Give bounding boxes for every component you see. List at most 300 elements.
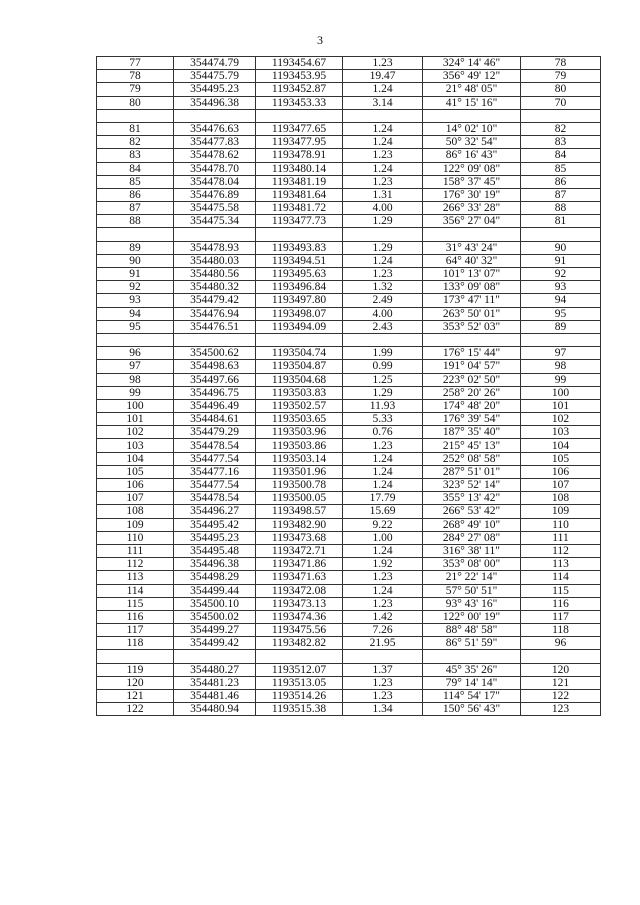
distance-cell: 4.00 [343, 202, 423, 215]
x-coordinate-cell: 354478.54 [174, 439, 256, 452]
x-coordinate-cell: 354495.42 [174, 518, 256, 531]
table-row [97, 373, 601, 386]
next-point-cell: 109 [521, 505, 601, 518]
x-coordinate-cell: 354476.94 [174, 307, 256, 320]
bearing-cell: 176° 30' 19" [423, 188, 521, 201]
bearing-cell: 31° 43' 24" [423, 241, 521, 254]
y-coordinate-cell: 1193471.63 [256, 571, 343, 584]
point-number-cell: 121 [97, 690, 174, 703]
bearing-cell: 86° 16' 43" [423, 149, 521, 162]
table-row [97, 426, 601, 439]
x-coordinate-cell: 354477.54 [174, 479, 256, 492]
point-number-cell: 97 [97, 360, 174, 373]
x-coordinate-cell: 354479.29 [174, 426, 256, 439]
table-row [97, 347, 601, 360]
group-separator-row [97, 109, 601, 122]
distance-cell: 9.22 [343, 518, 423, 531]
bearing-cell: 176° 39' 54" [423, 413, 521, 426]
next-point-cell: 94 [521, 294, 601, 307]
table-row [97, 531, 601, 544]
bearing-cell: 57° 50' 51" [423, 584, 521, 597]
next-point-cell: 91 [521, 254, 601, 267]
bearing-cell: 122° 00' 19" [423, 610, 521, 623]
next-point-cell: 85 [521, 162, 601, 175]
table-row [97, 96, 601, 109]
y-coordinate-cell: 1193481.64 [256, 188, 343, 201]
y-coordinate-cell: 1193477.95 [256, 136, 343, 149]
y-coordinate-cell: 1193474.36 [256, 610, 343, 623]
next-point-cell: 70 [521, 96, 601, 109]
x-coordinate-cell: 354477.16 [174, 465, 256, 478]
x-coordinate-cell: 354495.23 [174, 531, 256, 544]
table-row [97, 320, 601, 333]
distance-cell: 2.49 [343, 294, 423, 307]
next-point-cell: 116 [521, 597, 601, 610]
point-number-cell: 81 [97, 122, 174, 135]
distance-cell: 5.33 [343, 413, 423, 426]
y-coordinate-cell: 1193515.38 [256, 703, 343, 716]
point-number-cell: 87 [97, 202, 174, 215]
distance-cell: 2.43 [343, 320, 423, 333]
bearing-cell: 101° 13' 07" [423, 268, 521, 281]
table-row [97, 122, 601, 135]
point-number-cell: 88 [97, 215, 174, 228]
next-point-cell: 114 [521, 571, 601, 584]
table-row [97, 294, 601, 307]
x-coordinate-cell: 354480.27 [174, 663, 256, 676]
point-number-cell: 122 [97, 703, 174, 716]
y-coordinate-cell: 1193502.57 [256, 399, 343, 412]
distance-cell: 1.24 [343, 122, 423, 135]
distance-cell: 1.24 [343, 83, 423, 96]
bearing-cell: 353° 08' 00" [423, 558, 521, 571]
empty-cell [174, 228, 256, 241]
x-coordinate-cell: 354499.42 [174, 637, 256, 650]
x-coordinate-cell: 354480.03 [174, 254, 256, 267]
table-row [97, 188, 601, 201]
point-number-cell: 90 [97, 254, 174, 267]
bearing-cell: 176° 15' 44" [423, 347, 521, 360]
bearing-cell: 173° 47' 11" [423, 294, 521, 307]
next-point-cell: 88 [521, 202, 601, 215]
next-point-cell: 110 [521, 518, 601, 531]
table-row [97, 465, 601, 478]
point-number-cell: 100 [97, 399, 174, 412]
x-coordinate-cell: 354496.75 [174, 386, 256, 399]
empty-cell [423, 228, 521, 241]
point-number-cell: 83 [97, 149, 174, 162]
point-number-cell: 119 [97, 663, 174, 676]
next-point-cell: 106 [521, 465, 601, 478]
point-number-cell: 89 [97, 241, 174, 254]
bearing-cell: 324° 14' 46" [423, 57, 521, 70]
point-number-cell: 112 [97, 558, 174, 571]
point-number-cell: 91 [97, 268, 174, 281]
distance-cell: 0.99 [343, 360, 423, 373]
table-row [97, 254, 601, 267]
next-point-cell: 105 [521, 452, 601, 465]
table-row [97, 492, 601, 505]
group-separator-row [97, 650, 601, 663]
bearing-cell: 287° 51' 01" [423, 465, 521, 478]
bearing-cell: 21° 22' 14" [423, 571, 521, 584]
next-point-cell: 89 [521, 320, 601, 333]
point-number-cell: 105 [97, 465, 174, 478]
empty-cell [343, 650, 423, 663]
bearing-cell: 64° 40' 32" [423, 254, 521, 267]
point-number-cell: 114 [97, 584, 174, 597]
empty-cell [521, 228, 601, 241]
bearing-cell: 187° 35' 40" [423, 426, 521, 439]
next-point-cell: 96 [521, 637, 601, 650]
next-point-cell: 78 [521, 57, 601, 70]
bearing-cell: 174° 48' 20" [423, 399, 521, 412]
empty-cell [256, 109, 343, 122]
bearing-cell: 133° 09' 08" [423, 281, 521, 294]
group-separator-row [97, 333, 601, 346]
bearing-cell: 252° 08' 58" [423, 452, 521, 465]
table-row [97, 452, 601, 465]
table-row [97, 413, 601, 426]
next-point-cell: 104 [521, 439, 601, 452]
distance-cell: 1.24 [343, 254, 423, 267]
point-number-cell: 92 [97, 281, 174, 294]
bearing-cell: 356° 27' 04" [423, 215, 521, 228]
point-number-cell: 85 [97, 175, 174, 188]
point-number-cell: 98 [97, 373, 174, 386]
distance-cell: 0.76 [343, 426, 423, 439]
bearing-cell: 215° 45' 13" [423, 439, 521, 452]
distance-cell: 19.47 [343, 70, 423, 83]
point-number-cell: 120 [97, 676, 174, 689]
y-coordinate-cell: 1193496.84 [256, 281, 343, 294]
next-point-cell: 95 [521, 307, 601, 320]
x-coordinate-cell: 354495.23 [174, 83, 256, 96]
empty-cell [256, 333, 343, 346]
y-coordinate-cell: 1193481.72 [256, 202, 343, 215]
x-coordinate-cell: 354496.38 [174, 96, 256, 109]
x-coordinate-cell: 354475.58 [174, 202, 256, 215]
distance-cell: 1.24 [343, 162, 423, 175]
bearing-cell: 158° 37' 45" [423, 175, 521, 188]
bearing-cell: 122° 09' 08" [423, 162, 521, 175]
bearing-cell: 284° 27' 08" [423, 531, 521, 544]
next-point-cell: 80 [521, 83, 601, 96]
table-row [97, 83, 601, 96]
x-coordinate-cell: 354475.34 [174, 215, 256, 228]
next-point-cell: 115 [521, 584, 601, 597]
distance-cell: 21.95 [343, 637, 423, 650]
y-coordinate-cell: 1193477.73 [256, 215, 343, 228]
x-coordinate-cell: 354476.51 [174, 320, 256, 333]
x-coordinate-cell: 354478.62 [174, 149, 256, 162]
table-row [97, 597, 601, 610]
point-number-cell: 104 [97, 452, 174, 465]
y-coordinate-cell: 1193503.86 [256, 439, 343, 452]
next-point-cell: 102 [521, 413, 601, 426]
x-coordinate-cell: 354480.32 [174, 281, 256, 294]
distance-cell: 1.00 [343, 531, 423, 544]
next-point-cell: 121 [521, 676, 601, 689]
y-coordinate-cell: 1193473.13 [256, 597, 343, 610]
x-coordinate-cell: 354478.04 [174, 175, 256, 188]
point-number-cell: 102 [97, 426, 174, 439]
bearing-cell: 41° 15' 16" [423, 96, 521, 109]
point-number-cell: 78 [97, 70, 174, 83]
next-point-cell: 93 [521, 281, 601, 294]
bearing-cell: 88° 48' 58" [423, 624, 521, 637]
x-coordinate-cell: 354495.48 [174, 544, 256, 557]
table-row [97, 637, 601, 650]
x-coordinate-cell: 354500.02 [174, 610, 256, 623]
distance-cell: 1.99 [343, 347, 423, 360]
next-point-cell: 100 [521, 386, 601, 399]
bearing-cell: 356° 49' 12" [423, 70, 521, 83]
y-coordinate-cell: 1193501.96 [256, 465, 343, 478]
bearing-cell: 258° 20' 26" [423, 386, 521, 399]
table-row [97, 479, 601, 492]
bearing-cell: 353° 52' 03" [423, 320, 521, 333]
bearing-cell: 323° 52' 14" [423, 479, 521, 492]
table-row [97, 70, 601, 83]
table-row [97, 571, 601, 584]
x-coordinate-cell: 354500.62 [174, 347, 256, 360]
x-coordinate-cell: 354474.79 [174, 57, 256, 70]
point-number-cell: 103 [97, 439, 174, 452]
distance-cell: 1.23 [343, 571, 423, 584]
next-point-cell: 79 [521, 70, 601, 83]
bearing-cell: 266° 53' 42" [423, 505, 521, 518]
point-number-cell: 95 [97, 320, 174, 333]
point-number-cell: 77 [97, 57, 174, 70]
empty-cell [343, 109, 423, 122]
bearing-cell: 93° 43' 16" [423, 597, 521, 610]
y-coordinate-cell: 1193473.68 [256, 531, 343, 544]
y-coordinate-cell: 1193498.57 [256, 505, 343, 518]
table-row [97, 676, 601, 689]
distance-cell: 11.93 [343, 399, 423, 412]
table-row [97, 386, 601, 399]
empty-cell [174, 109, 256, 122]
x-coordinate-cell: 354484.61 [174, 413, 256, 426]
next-point-cell: 123 [521, 703, 601, 716]
table-row [97, 175, 601, 188]
y-coordinate-cell: 1193504.74 [256, 347, 343, 360]
bearing-cell: 50° 32' 54" [423, 136, 521, 149]
point-number-cell: 99 [97, 386, 174, 399]
y-coordinate-cell: 1193471.86 [256, 558, 343, 571]
empty-cell [521, 109, 601, 122]
next-point-cell: 117 [521, 610, 601, 623]
x-coordinate-cell: 354476.89 [174, 188, 256, 201]
y-coordinate-cell: 1193493.83 [256, 241, 343, 254]
next-point-cell: 97 [521, 347, 601, 360]
table-row [97, 360, 601, 373]
empty-cell [343, 228, 423, 241]
x-coordinate-cell: 354480.94 [174, 703, 256, 716]
empty-cell [97, 333, 174, 346]
distance-cell: 15.69 [343, 505, 423, 518]
x-coordinate-cell: 354477.83 [174, 136, 256, 149]
y-coordinate-cell: 1193472.08 [256, 584, 343, 597]
x-coordinate-cell: 354497.66 [174, 373, 256, 386]
x-coordinate-cell: 354476.63 [174, 122, 256, 135]
table-row [97, 610, 601, 623]
y-coordinate-cell: 1193477.65 [256, 122, 343, 135]
distance-cell: 1.23 [343, 268, 423, 281]
empty-cell [97, 109, 174, 122]
bearing-cell: 223° 02' 50" [423, 373, 521, 386]
point-number-cell: 116 [97, 610, 174, 623]
bearing-cell: 150° 56' 43" [423, 703, 521, 716]
x-coordinate-cell: 354500.10 [174, 597, 256, 610]
empty-cell [97, 650, 174, 663]
y-coordinate-cell: 1193503.96 [256, 426, 343, 439]
y-coordinate-cell: 1193514.26 [256, 690, 343, 703]
next-point-cell: 108 [521, 492, 601, 505]
point-number-cell: 94 [97, 307, 174, 320]
distance-cell: 1.29 [343, 215, 423, 228]
point-number-cell: 110 [97, 531, 174, 544]
distance-cell: 1.37 [343, 663, 423, 676]
distance-cell: 1.29 [343, 241, 423, 254]
x-coordinate-cell: 354496.38 [174, 558, 256, 571]
distance-cell: 1.23 [343, 149, 423, 162]
point-number-cell: 108 [97, 505, 174, 518]
x-coordinate-cell: 354479.42 [174, 294, 256, 307]
table-row [97, 241, 601, 254]
group-separator-row [97, 228, 601, 241]
y-coordinate-cell: 1193504.68 [256, 373, 343, 386]
point-number-cell: 82 [97, 136, 174, 149]
y-coordinate-cell: 1193512.07 [256, 663, 343, 676]
distance-cell: 1.24 [343, 465, 423, 478]
distance-cell: 1.23 [343, 597, 423, 610]
table-row [97, 439, 601, 452]
y-coordinate-cell: 1193475.56 [256, 624, 343, 637]
y-coordinate-cell: 1193500.05 [256, 492, 343, 505]
y-coordinate-cell: 1193453.33 [256, 96, 343, 109]
distance-cell: 1.23 [343, 175, 423, 188]
table-row [97, 518, 601, 531]
point-number-cell: 111 [97, 544, 174, 557]
y-coordinate-cell: 1193503.83 [256, 386, 343, 399]
point-number-cell: 106 [97, 479, 174, 492]
table-row [97, 202, 601, 215]
point-number-cell: 80 [97, 96, 174, 109]
coordinates-table [96, 56, 601, 716]
point-number-cell: 86 [97, 188, 174, 201]
next-point-cell: 92 [521, 268, 601, 281]
bearing-cell: 45° 35' 26" [423, 663, 521, 676]
y-coordinate-cell: 1193500.78 [256, 479, 343, 492]
y-coordinate-cell: 1193497.80 [256, 294, 343, 307]
next-point-cell: 111 [521, 531, 601, 544]
distance-cell: 1.23 [343, 439, 423, 452]
x-coordinate-cell: 354478.70 [174, 162, 256, 175]
distance-cell: 1.24 [343, 479, 423, 492]
x-coordinate-cell: 354496.49 [174, 399, 256, 412]
y-coordinate-cell: 1193503.14 [256, 452, 343, 465]
bearing-cell: 266° 33' 28" [423, 202, 521, 215]
y-coordinate-cell: 1193513.05 [256, 676, 343, 689]
y-coordinate-cell: 1193453.95 [256, 70, 343, 83]
next-point-cell: 107 [521, 479, 601, 492]
y-coordinate-cell: 1193495.63 [256, 268, 343, 281]
y-coordinate-cell: 1193504.87 [256, 360, 343, 373]
empty-cell [343, 333, 423, 346]
empty-cell [174, 650, 256, 663]
distance-cell: 17.79 [343, 492, 423, 505]
table-row [97, 544, 601, 557]
distance-cell: 1.24 [343, 584, 423, 597]
bearing-cell: 114° 54' 17" [423, 690, 521, 703]
coordinates-table-body [97, 57, 601, 716]
table-row [97, 57, 601, 70]
y-coordinate-cell: 1193472.71 [256, 544, 343, 557]
y-coordinate-cell: 1193480.14 [256, 162, 343, 175]
x-coordinate-cell: 354478.54 [174, 492, 256, 505]
next-point-cell: 87 [521, 188, 601, 201]
distance-cell: 3.14 [343, 96, 423, 109]
y-coordinate-cell: 1193478.91 [256, 149, 343, 162]
point-number-cell: 84 [97, 162, 174, 175]
bearing-cell: 86° 51' 59" [423, 637, 521, 650]
x-coordinate-cell: 354499.27 [174, 624, 256, 637]
x-coordinate-cell: 354499.44 [174, 584, 256, 597]
y-coordinate-cell: 1193482.82 [256, 637, 343, 650]
y-coordinate-cell: 1193481.19 [256, 175, 343, 188]
point-number-cell: 93 [97, 294, 174, 307]
x-coordinate-cell: 354481.46 [174, 690, 256, 703]
table-row [97, 584, 601, 597]
next-point-cell: 98 [521, 360, 601, 373]
point-number-cell: 101 [97, 413, 174, 426]
point-number-cell: 115 [97, 597, 174, 610]
next-point-cell: 83 [521, 136, 601, 149]
table-row [97, 505, 601, 518]
distance-cell: 1.42 [343, 610, 423, 623]
distance-cell: 1.24 [343, 136, 423, 149]
table-row [97, 399, 601, 412]
point-number-cell: 107 [97, 492, 174, 505]
x-coordinate-cell: 354481.23 [174, 676, 256, 689]
next-point-cell: 82 [521, 122, 601, 135]
next-point-cell: 120 [521, 663, 601, 676]
bearing-cell: 316° 38' 11" [423, 544, 521, 557]
empty-cell [521, 650, 601, 663]
table-row [97, 663, 601, 676]
bearing-cell: 14° 02' 10" [423, 122, 521, 135]
page-number: 3 [317, 33, 323, 47]
x-coordinate-cell: 354475.79 [174, 70, 256, 83]
next-point-cell: 90 [521, 241, 601, 254]
empty-cell [423, 650, 521, 663]
point-number-cell: 117 [97, 624, 174, 637]
distance-cell: 1.24 [343, 544, 423, 557]
next-point-cell: 84 [521, 149, 601, 162]
empty-cell [423, 109, 521, 122]
point-number-cell: 118 [97, 637, 174, 650]
bearing-cell: 268° 49' 10" [423, 518, 521, 531]
x-coordinate-cell: 354498.63 [174, 360, 256, 373]
next-point-cell: 81 [521, 215, 601, 228]
distance-cell: 1.23 [343, 57, 423, 70]
next-point-cell: 112 [521, 544, 601, 557]
table-row [97, 215, 601, 228]
table-row [97, 690, 601, 703]
x-coordinate-cell: 354496.27 [174, 505, 256, 518]
